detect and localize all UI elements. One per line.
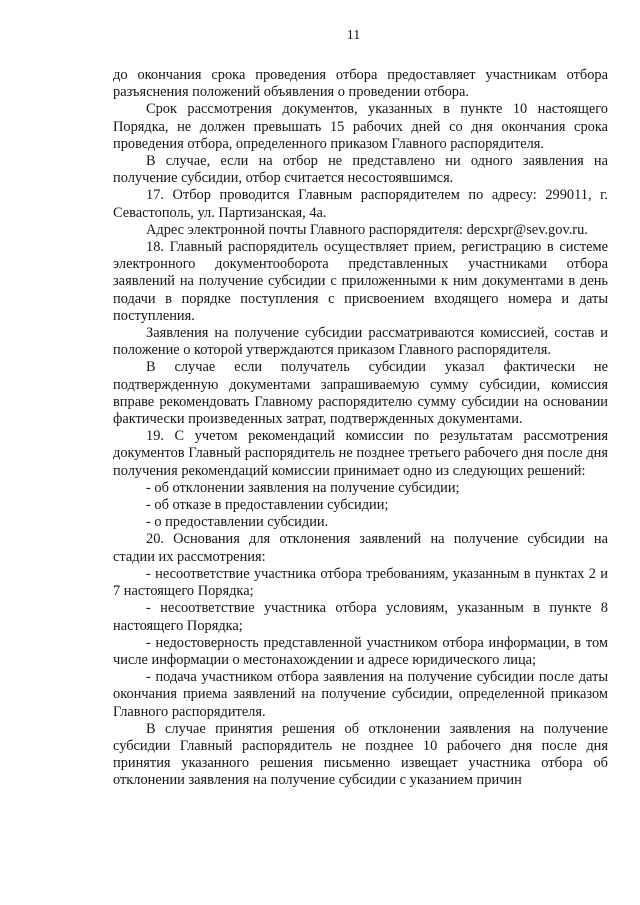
paragraph: - несоответствие участника отбора требованиям, указанным в пунктах 2 и 7 настоящего Порядка; — [113, 565, 608, 600]
paragraph: - об отказе в предоставлении субсидии; — [146, 497, 389, 514]
paragraph: - несоответствие участника отбора условиям, указанным в пункте 8 настоящего Порядка; — [113, 600, 608, 634]
paragraph: Срок рассмотрения документов, указанных в пункте 10 настоящего Порядка, не должен превышать 15 рабочих дней со дня окончания срока проведения отбора, определенного приказом Главного распорядителя. — [113, 101, 608, 152]
paragraph: В случае если получатель субсидии указал фактически не подтвержденную документами запрашиваемую сумму субсидии, комиссия вправе рекомендовать Главному распорядителю сумму субсидии на основании фактически произведенных затрат, подтвержденных документами. — [113, 359, 608, 428]
paragraph: В случае, если на отбор не представлено ни одного заявления на получение субсидии, отбор считается несостоявшимся. — [113, 153, 608, 187]
paragraph: - недостоверность представленной участником отбора информации, в том числе информации о местонахождении и адресе юридического лица; — [113, 634, 608, 668]
paragraph: Заявления на получение субсидии рассматриваются комиссией, состав и положение о которой утверждаются приказом Главного распорядителя. — [113, 325, 608, 359]
paragraph: до окончания срока проведения отбора предоставляет участникам отбора разъяснения положений объявления о проведении отбора. — [113, 67, 608, 101]
paragraph: 18. Главный распорядитель осуществляет прием, регистрацию в системе электронного документооборота представленных участниками отбора заявлений на получение субсидии с приложенными к ним документами в день подачи в порядке поступления с присвоением входящего номера и даты поступления. — [113, 239, 608, 324]
paragraph: 19. С учетом рекомендаций комиссии по результатам рассмотрения документов Главный распорядитель не позднее третьего рабочего дня после дня получения рекомендаций комиссии принимает одно из следующих решений: — [113, 428, 608, 479]
paragraph: - о предоставлении субсидии. — [146, 514, 329, 531]
page-number: 11 — [346, 28, 361, 43]
paragraph: 17. Отбор проводится Главным распорядителем по адресу: 299011, г. Севастополь, ул. Партизанская, 4а. — [113, 187, 608, 221]
paragraph: В случае принятия решения об отклонении заявления на получение субсидии Главный распорядитель не позднее 10 рабочего дня после дня принятия указанного решения письменно извещает участника отбора об отклонении заявления на получение субсидии с указанием причин — [113, 720, 608, 789]
document-body — [113, 67, 608, 790]
paragraph: - подача участником отбора заявления на получение субсидии после даты окончания приема заявлений на получение субсидии, определенной приказом Главного распорядителя. — [113, 669, 608, 720]
paragraph: 20. Основания для отклонения заявлений на получение субсидии на стадии их рассмотрения: — [113, 531, 608, 565]
paragraph: - об отклонении заявления на получение субсидии; — [146, 479, 460, 496]
paragraph: Адрес электронной почты Главного распорядителя: depcxpr@sev.gov.ru. — [146, 221, 588, 238]
